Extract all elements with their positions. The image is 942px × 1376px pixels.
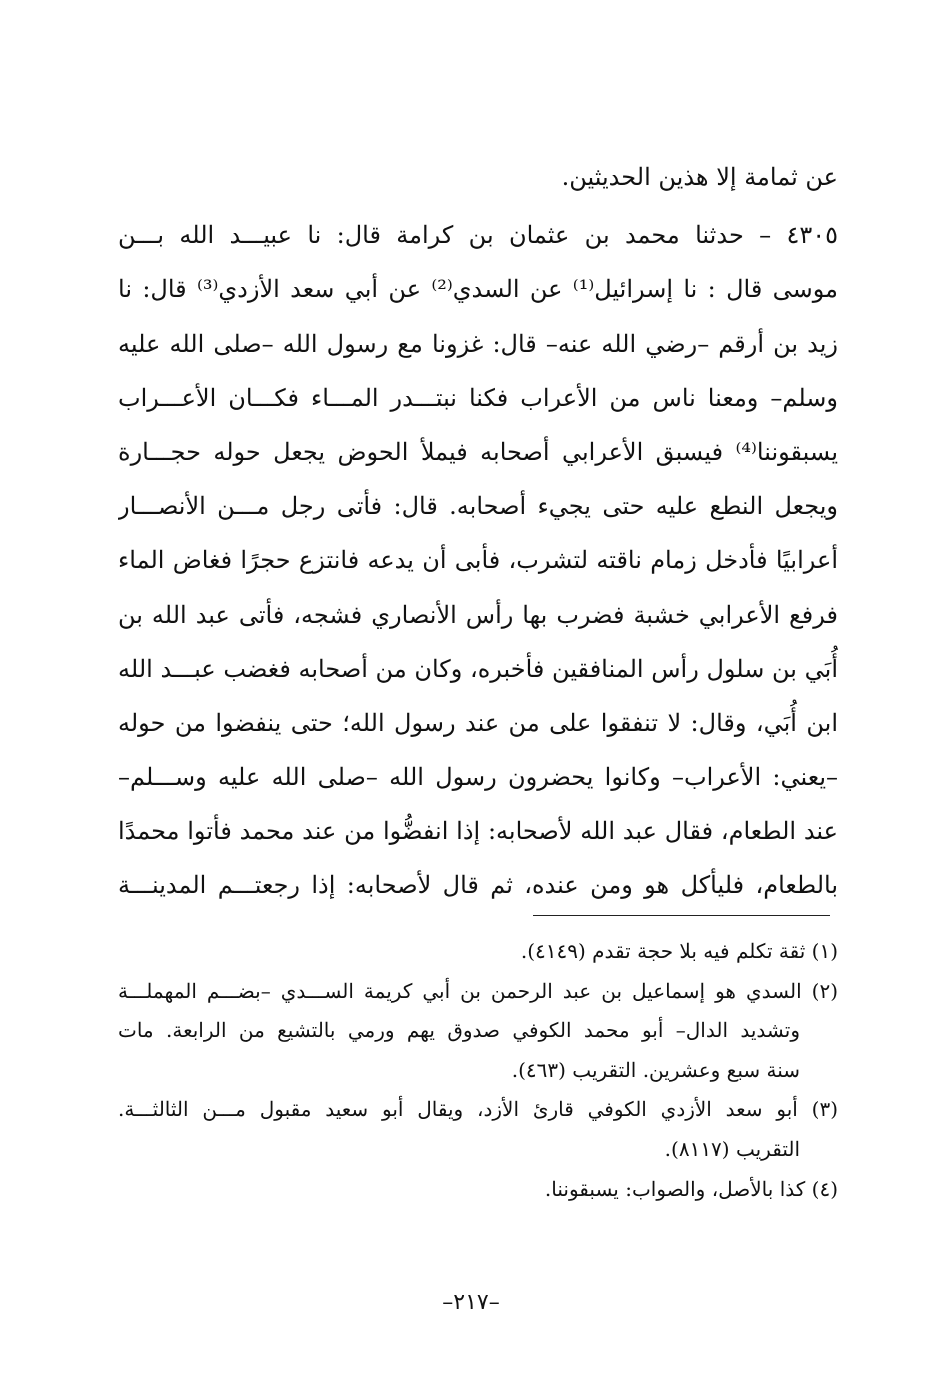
text-line: وسلم– ومعنا ناس من الأعراب فكنا نبتـــدر المـــاء فكـــان الأعـــراب xyxy=(118,383,838,412)
text-line: عن ثمامة إلا هذين الحديثين. xyxy=(561,163,838,191)
footnote-line: (١) ثقة تكلم فيه بلا حجة تقدم (٤١٤٩). xyxy=(520,939,838,963)
text-line: فرفع الأعرابي خشبة فضرب بها رأس الأنصاري فشجه، فأتى عبد الله بن xyxy=(118,600,838,629)
text-line: زيد بن أرقم –رضي الله عنه– قال: غزونا مع رسول الله –صلى الله عليه xyxy=(118,329,838,358)
text-line: ابن أُبَي، وقال: لا تنفقوا على من عند رسول الله؛ حتى ينفضوا من حوله xyxy=(118,708,838,737)
footnotes-section xyxy=(118,932,838,1209)
text-line: عند الطعام، فقال عبد الله لأصحابه: إذا انفضُّوا من عند محمد فأتوا محمدًا xyxy=(118,817,838,846)
text-line: ويجعل النطع عليه حتى يجيء أصحابه. قال: فأتى رجل مـــن الأنصـــار xyxy=(118,492,838,521)
text-line: أُبَي بن سلول رأس المنافقين فأخبره، وكان من أصحابه فغضب عبـــد الله xyxy=(118,654,838,683)
main-text-body xyxy=(118,150,838,913)
text-line: ٤٣٠٥ – حدثنا محمد بن عثمان بن كرامة قال: نا عبيـــد الله بـــن xyxy=(118,221,838,250)
page-number: –٢١٧– xyxy=(442,1290,500,1315)
text-line: موسى قال : نا إسرائيل⁽¹⁾ عن السدي⁽²⁾ عن أبي سعد الأزدي⁽³⁾ قال: نا xyxy=(118,275,838,304)
text-line: بالطعام، فليأكل هو ومن عنده، ثم قال لأصحابه: إذا رجعتـــم المدينـــة xyxy=(118,871,838,900)
footnote-line: وتشديد الدال– أبو محمد الكوفي صدوق يهم ورمي بالتشيع من الرابعة. مات xyxy=(118,1018,800,1043)
text-line: أعرابيًا فأدخل زمام ناقته لتشرب، فأبى أن يدعه فانتزع حجرًا فغاض الماء xyxy=(118,546,838,575)
footnote-divider xyxy=(533,915,830,916)
footnote-line: (٢) السدي هو إسماعيل بن عبد الرحمن بن أبي كريمة الســـدي –بضـــم المهملـــة xyxy=(118,978,838,1003)
footnote-line: (٣) أبو سعد الأزدي الكوفي قارئ الأزد، ويقال أبو سعيد مقبول مـــن الثالثـــة. xyxy=(118,1097,838,1122)
text-line: –يعني: الأعراب– وكانوا يحضرون رسول الله –صلى الله عليه وســـلم– xyxy=(118,763,838,792)
footnote-line: (٤) كذا بالأصل، والصواب: يسبقوننا. xyxy=(544,1176,838,1201)
footnote-line: التقريب (٨١١٧). xyxy=(664,1136,800,1161)
footnote-line: سنة سبع وعشرين. التقريب (٤٦٣). xyxy=(511,1057,800,1082)
text-line: يسبقوننا⁽⁴⁾ فيسبق الأعرابي أصحابه فيملأ الحوض يجعل حوله حجـــارة xyxy=(118,437,838,466)
